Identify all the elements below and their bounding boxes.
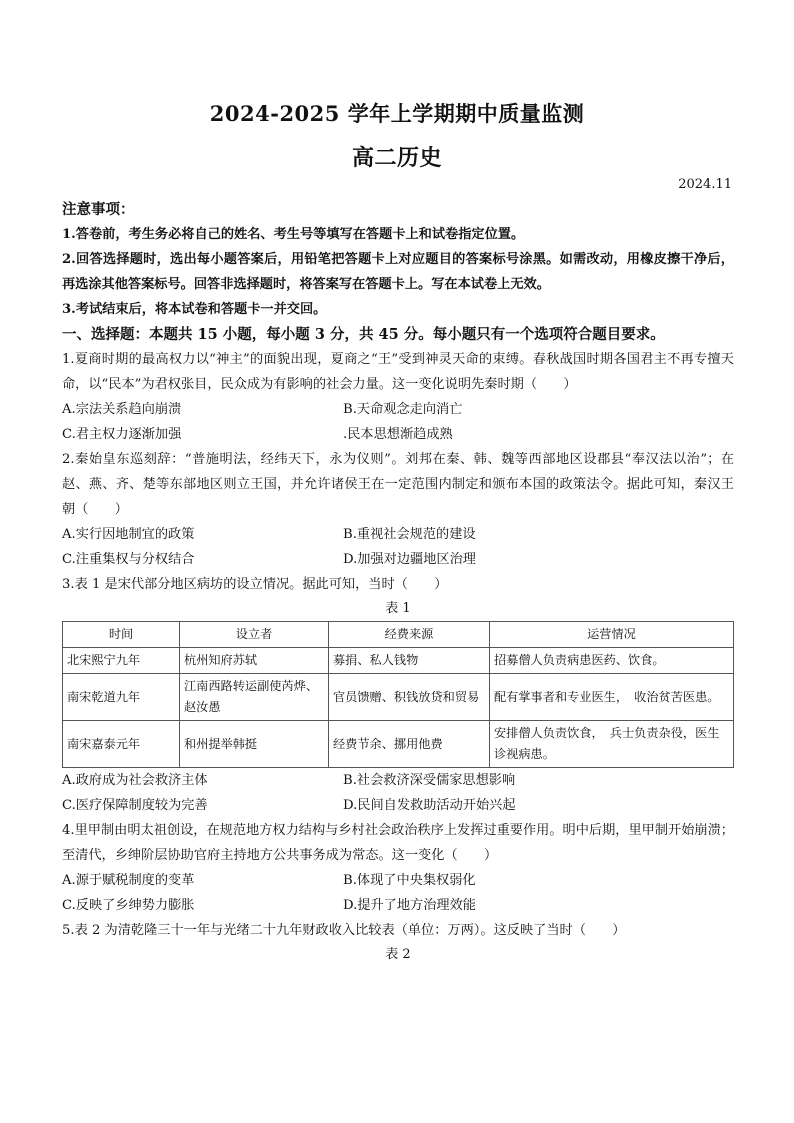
notice-item-2: 2.回答选择题时，选出每小题答案后，用铅笔把答题卡上对应题目的答案标号涂黑。如需改动，用橡皮擦干净后，再选涂其他答案标号。回答非选择题时，将答案写在答题卡上。写在本试卷上无效。 — [62, 252, 734, 292]
table-cell: 江南西路转运副使芮烨、赵汝愚 — [180, 674, 329, 721]
notice-item-1: 1.答卷前，考生务必将自己的姓名、考生号等填写在答题卡上和试卷指定位置。 — [62, 227, 525, 242]
question-2-options-row-1 — [62, 522, 734, 547]
question-1-option-d: .民本思想渐趋成熟 — [343, 427, 453, 442]
question-4-option-a: A.源于赋税制度的变革 — [62, 873, 195, 888]
table-row — [63, 721, 734, 768]
question-3-option-a: A.政府成为社会救济主体 — [62, 773, 208, 788]
question-1-option-a: A.宗法关系趋向崩溃 — [62, 402, 182, 417]
table-2-caption: 表 2 — [385, 947, 411, 962]
question-4-options-row-2 — [62, 893, 734, 918]
question-4-stem: 4.里甲制由明太祖创设，在规范地方权力结构与乡村社会政治秩序上发挥过重要作用。明中后期，里甲制开始崩溃；至清代，乡绅阶层协助官府主持地方公共事务成为常态。这一变化（ ） — [62, 823, 734, 863]
question-3-options-row-1 — [62, 768, 734, 793]
table-cell: 南宋嘉泰元年 — [63, 721, 180, 768]
table-header-row — [63, 622, 734, 648]
question-2-stem: 2.秦始皇东巡刻辞：“普施明法，经纬天下，永为仪则”。刘邦在秦、韩、魏等西部地区设郡县“奉汉法以治”；在赵、燕、齐、楚等东部地区则立王国，并允许诸侯王在一定范围内制定和颁布本国的政策法令。据此可知，秦汉王朝（ ） — [62, 452, 734, 517]
question-1-option-c: C.君主权力逐渐加强 — [62, 427, 182, 442]
question-1-stem: 1.夏商时期的最高权力以“神主”的面貌出现，夏商之“王”受到神灵天命的束缚。春秋战国时期各国君主不再专擅天命，以“民本”为君权张目，民众成为有影响的社会力量。这一变化说明先秦时期（ ） — [62, 352, 734, 392]
table-cell: 募捐、私人钱物 — [329, 648, 490, 674]
table-cell: 南宋乾道九年 — [63, 674, 180, 721]
table-1-caption: 表 1 — [385, 601, 411, 616]
notice-item-3: 3.考试结束后，将本试卷和答题卡一并交回。 — [62, 302, 327, 317]
exam-title: 2024-2025 学年上学期期中质量监测 — [209, 101, 585, 126]
table-cell: 配有掌事者和专业医生， 收治贫苦医患。 — [490, 674, 734, 721]
question-2-option-d: D.加强对边疆地区治理 — [343, 552, 476, 567]
table-cell: 安排僧人负责饮食， 兵士负责杂役，医生诊视病患。 — [490, 721, 734, 768]
table-cell: 官员馈赠、积钱放贷和贸易 — [329, 674, 490, 721]
question-3-option-b: B.社会救济深受儒家思想影响 — [343, 773, 516, 788]
question-4-options-row-1 — [62, 868, 734, 893]
table-header-cell: 时间 — [63, 622, 180, 648]
exam-date: 2024.11 — [678, 177, 732, 192]
question-5-stem: 5.表 2 为清乾隆三十一年与光绪二十九年财政收入比较表（单位：万两）。这反映了当时（ ） — [62, 923, 626, 938]
question-2-option-c: C.注重集权与分权结合 — [62, 552, 195, 567]
question-1-options-row-1 — [62, 397, 734, 422]
table-cell: 和州提举韩挺 — [180, 721, 329, 768]
table-cell: 北宋熙宁九年 — [63, 648, 180, 674]
question-2-options-row-2 — [62, 547, 734, 572]
question-4-option-b: B.体现了中央集权弱化 — [343, 873, 476, 888]
question-1-option-b: B.天命观念走向消亡 — [343, 402, 463, 417]
table-row — [63, 674, 734, 721]
question-2-option-a: A.实行因地制宜的政策 — [62, 527, 195, 542]
exam-content — [62, 197, 734, 967]
question-1-options-row-2 — [62, 422, 734, 447]
question-3-options-row-2 — [62, 793, 734, 818]
table-1 — [62, 621, 734, 768]
question-2-option-b: B.重视社会规范的建设 — [343, 527, 476, 542]
table-header-cell: 设立者 — [180, 622, 329, 648]
table-cell: 杭州知府苏轼 — [180, 648, 329, 674]
question-4-option-d: D.提升了地方治理效能 — [343, 898, 476, 913]
question-4-option-c: C.反映了乡绅势力膨胀 — [62, 898, 195, 913]
notice-heading: 注意事项： — [62, 201, 135, 218]
section-heading: 一、选择题：本题共 15 小题，每小题 3 分，共 45 分。每小题只有一个选项符合题目要求。 — [62, 326, 665, 343]
exam-subject: 高二历史 — [351, 145, 442, 171]
question-3-option-d: D.民间自发救助活动开始兴起 — [343, 798, 516, 813]
table-header-cell: 运营情况 — [490, 622, 734, 648]
question-3-stem: 3.表 1 是宋代部分地区病坊的设立情况。据此可知，当时（ ） — [62, 577, 448, 592]
table-header-cell: 经费来源 — [329, 622, 490, 648]
table-row — [63, 648, 734, 674]
table-cell: 经费节余、挪用他费 — [329, 721, 490, 768]
table-cell: 招募僧人负责病患医药、饮食。 — [490, 648, 734, 674]
question-3-option-c: C.医疗保障制度较为完善 — [62, 798, 208, 813]
